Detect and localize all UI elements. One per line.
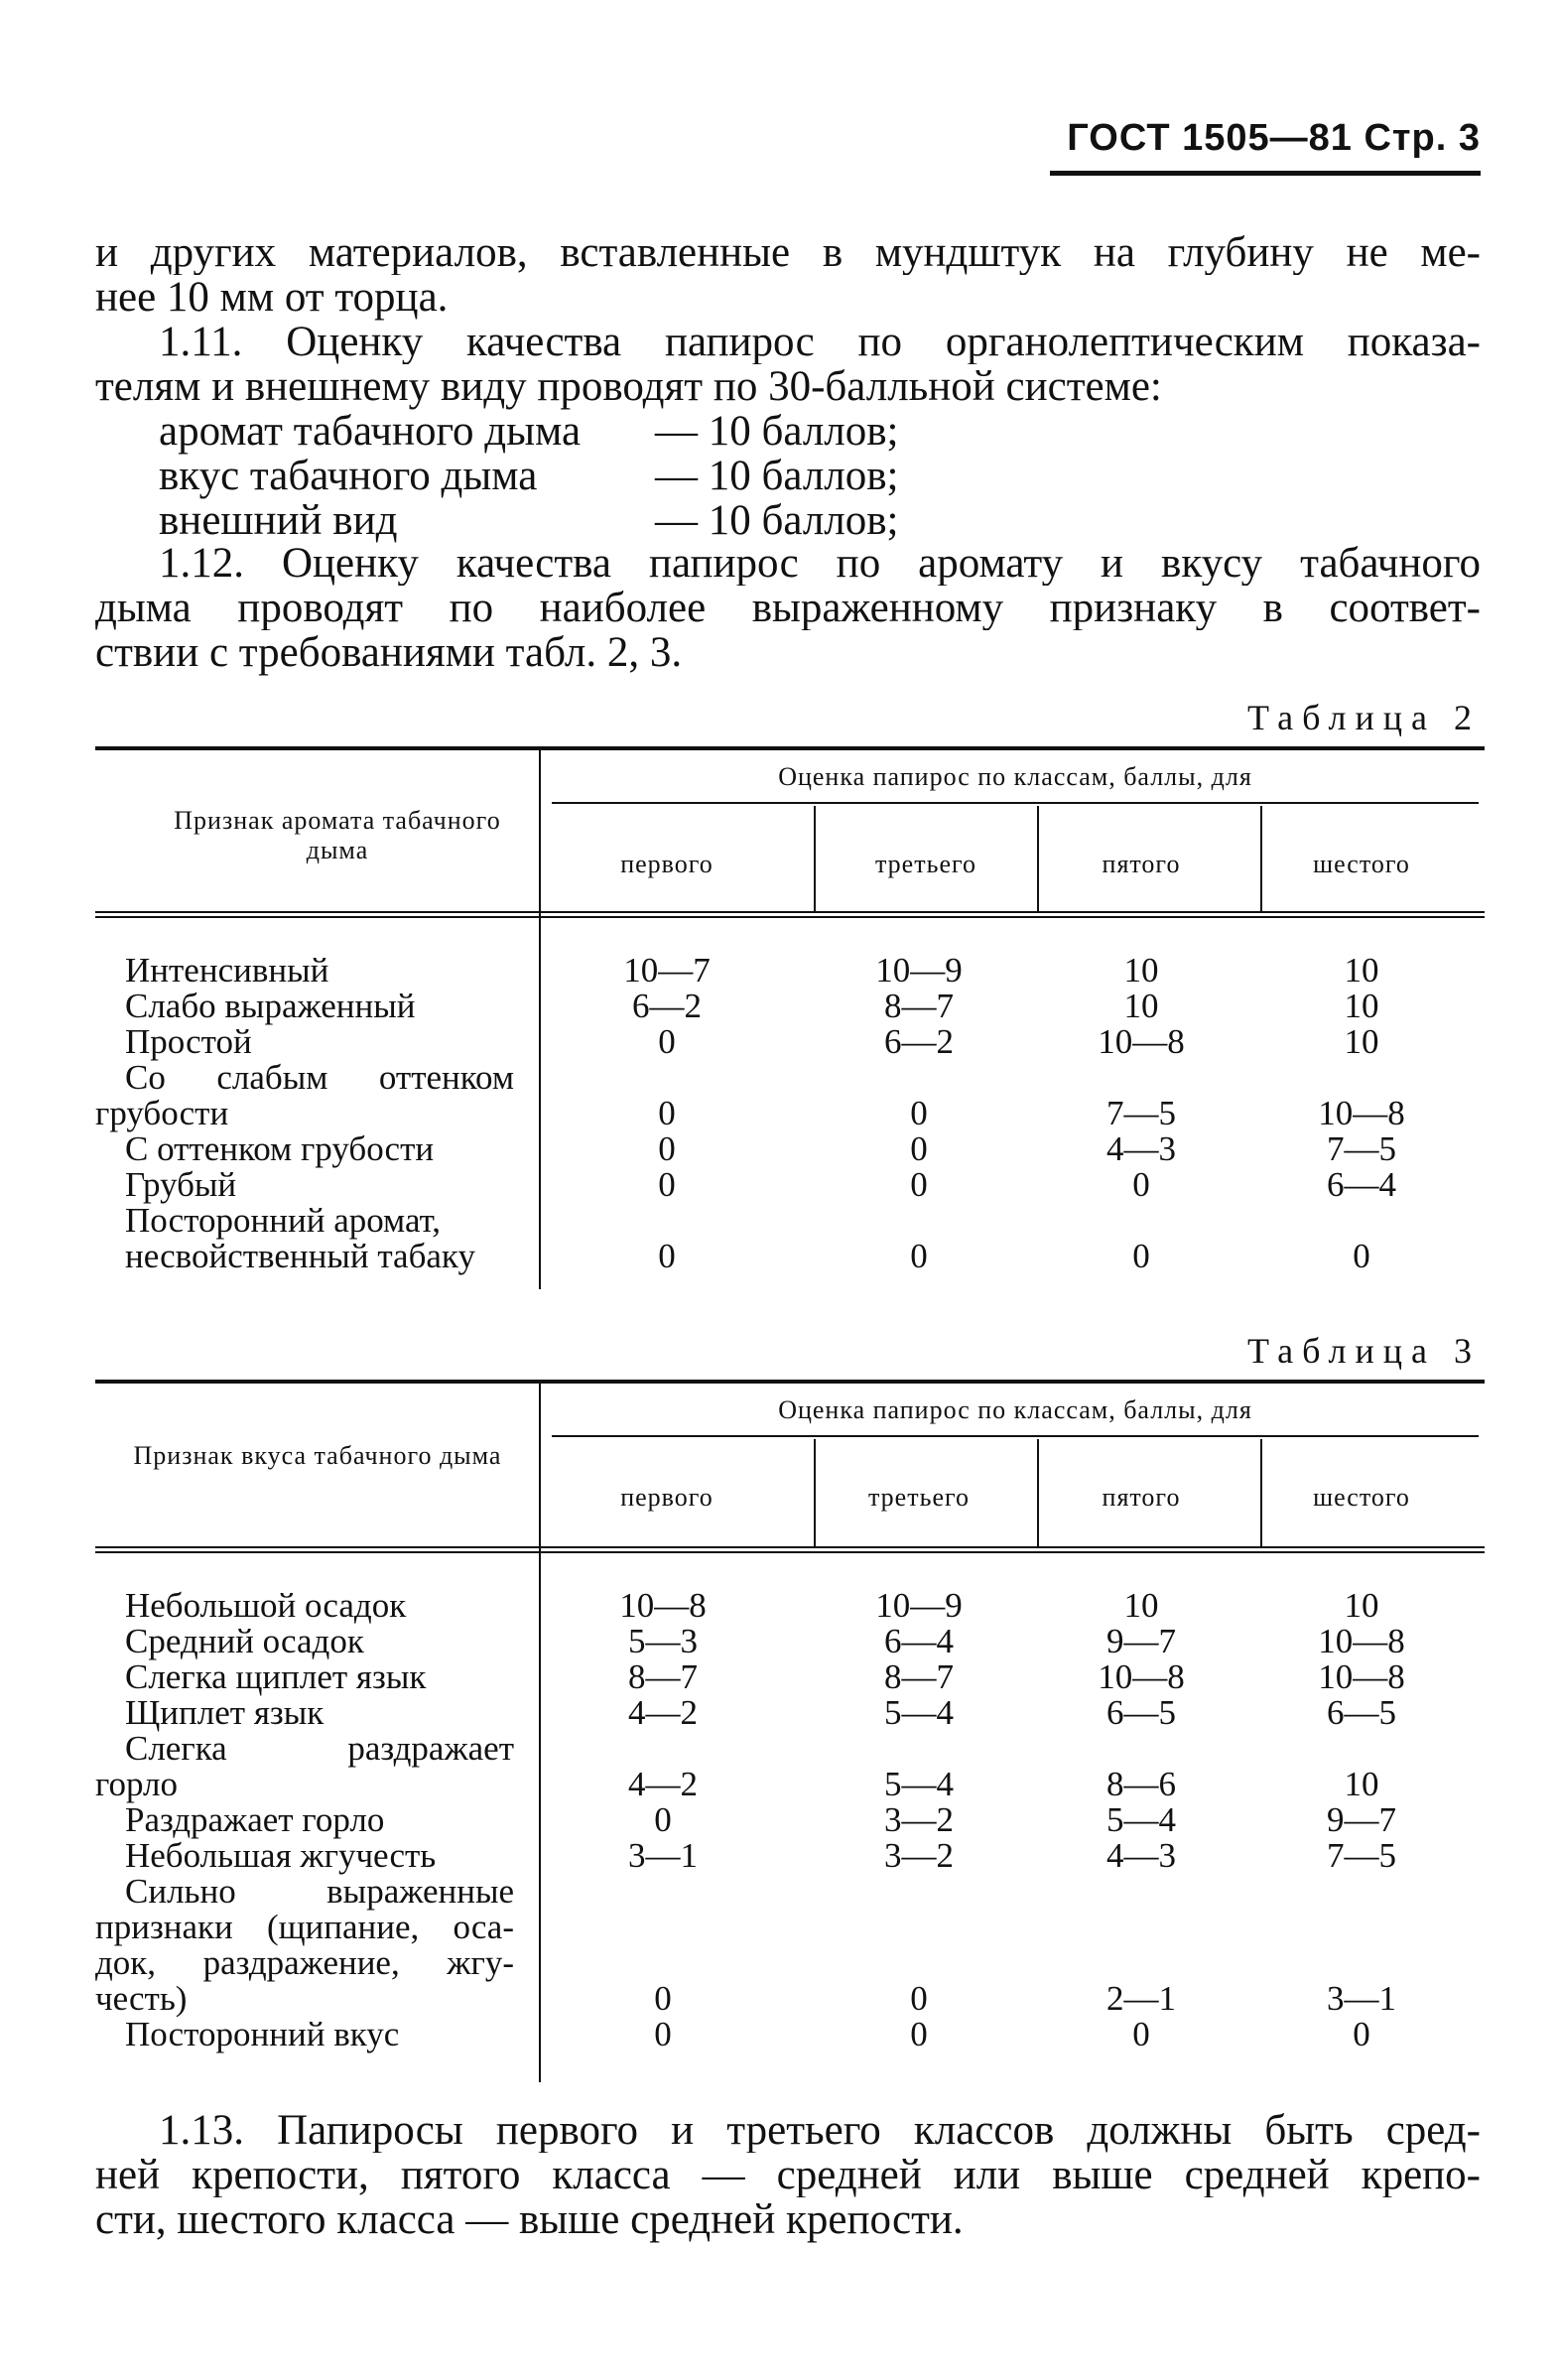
table-cell: 0 — [910, 1094, 928, 1132]
table-cell: 0 — [658, 1165, 676, 1204]
text-line: телям и внешнему виду проводят по 30-балльной системе: — [95, 363, 1162, 410]
table-cell: 3—1 — [628, 1836, 698, 1875]
table-column-header: третьего — [868, 1483, 970, 1512]
criteria-item — [95, 454, 1481, 498]
table-cell: 0 — [910, 2015, 928, 2053]
table-cell: 0 — [654, 2015, 672, 2053]
table-cell: 10 — [1344, 987, 1379, 1025]
table-cell: 0 — [1353, 2015, 1370, 2053]
table-cell: 6—4 — [1327, 1165, 1396, 1204]
text-line: 1.11. Оценку качества папирос по органолептическим показа- — [159, 320, 1481, 364]
table-cell: 0 — [658, 1094, 676, 1132]
table-column-divider — [814, 1439, 816, 1546]
table-row-label: Простой — [125, 1022, 252, 1061]
criteria-value: — 10 баллов; — [655, 408, 899, 455]
table-cell: 9—7 — [1106, 1622, 1176, 1660]
page-header: ГОСТ 1505—81 Стр. 3 — [1067, 117, 1481, 159]
table-cell: 0 — [658, 1129, 676, 1168]
paragraph-1-11 — [95, 320, 1481, 543]
table-cell: 0 — [658, 1237, 676, 1275]
table-row-label: Щиплет язык — [125, 1693, 325, 1732]
table-group-header: Оценка папирос по классам, баллы, для — [778, 762, 1252, 791]
table-cell: 6—5 — [1327, 1693, 1396, 1732]
table-row-label: Раздражает горло — [125, 1800, 385, 1839]
table-row-label-line: Слегка раздражает — [125, 1729, 514, 1768]
text-line: дыма проводят по наиболее выраженному признаку в соответ- — [95, 586, 1481, 630]
criteria-name: аромат табачного дыма — [159, 408, 582, 455]
table-cell: 0 — [1132, 2015, 1150, 2053]
table-cell: 10—9 — [875, 1586, 963, 1625]
criteria-name: вкус табачного дыма — [159, 453, 538, 499]
table-cell: 10 — [1344, 1022, 1379, 1061]
table-cell: 10 — [1123, 1586, 1159, 1625]
table-cell: 6—2 — [884, 1022, 954, 1061]
text-line: и других материалов, вставленные в мундштук на глубину не ме- — [95, 230, 1481, 275]
table-row-label-line: горло — [95, 1765, 178, 1803]
table-cell: 5—3 — [628, 1622, 698, 1660]
table-column-header: шестого — [1313, 850, 1410, 878]
table-cell: 8—6 — [1106, 1765, 1176, 1803]
table-cell: 2—1 — [1106, 1979, 1176, 2018]
table-row-label-line: док, раздражение, жгу- — [95, 1943, 514, 1982]
table-cell: 4—3 — [1106, 1836, 1176, 1875]
paragraph-1-13 — [95, 2108, 1481, 2242]
table-row-label-line: Сильно выраженные — [125, 1872, 514, 1911]
intro-paragraph — [95, 230, 1481, 320]
table-cell: 10 — [1123, 951, 1159, 990]
paragraph-1-12 — [95, 541, 1481, 675]
table-cell: 9—7 — [1327, 1800, 1396, 1839]
table-cell: 8—7 — [884, 1657, 954, 1696]
table-cell: 7—5 — [1327, 1129, 1396, 1168]
table-cell: 7—5 — [1106, 1094, 1176, 1132]
table-cell: 0 — [658, 1022, 676, 1061]
text-line: ствии с требованиями табл. 2, 3. — [95, 629, 683, 676]
table-header-rule — [95, 1546, 1485, 1553]
table-cell: 10 — [1123, 987, 1159, 1025]
table-group-header: Оценка папирос по классам, баллы, для — [778, 1395, 1252, 1424]
table-cell: 4—3 — [1106, 1129, 1176, 1168]
table-feature-header: Признак вкуса табачного дыма — [133, 1441, 502, 1470]
table-cell: 4—2 — [628, 1765, 698, 1803]
table-cell: 5—4 — [884, 1765, 954, 1803]
table-row-label: Средний осадок — [125, 1622, 364, 1660]
table-row-label — [125, 1203, 514, 1274]
table-group-rule — [552, 1435, 1479, 1437]
table-column-header: третьего — [875, 850, 976, 878]
table-row-label: Посторонний вкус — [125, 2015, 400, 2053]
table-column-header: шестого — [1313, 1483, 1410, 1512]
table-group-rule — [552, 802, 1479, 804]
criteria-value: — 10 баллов; — [655, 497, 899, 544]
table-row-label-line: честь) — [95, 1979, 188, 2018]
table-cell: 4—2 — [628, 1693, 698, 1732]
table-cell: 6—5 — [1106, 1693, 1176, 1732]
table-column-divider — [1037, 806, 1039, 911]
table-cell: 0 — [1132, 1237, 1150, 1275]
table-cell: 10—7 — [623, 951, 711, 990]
table-cell: 5—4 — [1106, 1800, 1176, 1839]
table-feature-header: Признак аромата табачного дыма — [174, 806, 501, 864]
header-rule — [1050, 171, 1481, 176]
table-cell: 0 — [910, 1129, 928, 1168]
text-line: 1.12. Оценку качества папирос по аромату и вкусу табачного — [159, 541, 1481, 586]
table-row-label: Слегка щиплет язык — [125, 1657, 427, 1696]
table-cell: 8—7 — [884, 987, 954, 1025]
table-cell: 10—8 — [1318, 1094, 1405, 1132]
table-cell: 10—8 — [619, 1586, 707, 1625]
table-cell: 5—4 — [884, 1693, 954, 1732]
table-column-divider — [814, 806, 816, 911]
table-top-rule — [95, 746, 1485, 750]
table-row-label-line: Посторонний аромат, — [125, 1201, 442, 1240]
table-3-title: Таблица 3 — [1247, 1331, 1481, 1371]
criteria-value: — 10 баллов; — [655, 453, 899, 499]
table-cell: 10 — [1344, 951, 1379, 990]
table-column-divider — [539, 750, 541, 1289]
table-cell: 10—8 — [1098, 1657, 1185, 1696]
table-column-header: первого — [620, 1483, 714, 1512]
table-cell: 6—4 — [884, 1622, 954, 1660]
table-row-label — [95, 1874, 514, 2017]
criteria-name: внешний вид — [159, 497, 398, 544]
table-cell: 10—9 — [875, 951, 963, 990]
table-row-label-line: грубости — [95, 1094, 229, 1132]
table-cell: 7—5 — [1327, 1836, 1396, 1875]
table-cell: 10—8 — [1318, 1657, 1405, 1696]
table-column-header: первого — [620, 850, 714, 878]
table-row-label-line: Со слабым оттенком — [125, 1058, 514, 1097]
table-cell: 3—2 — [884, 1800, 954, 1839]
table-column-header: пятого — [1102, 1483, 1181, 1512]
table-column-divider — [1037, 1439, 1039, 1546]
table-2-title: Таблица 2 — [1247, 698, 1481, 737]
table-cell: 0 — [654, 1800, 672, 1839]
table-row-label — [95, 1731, 514, 1802]
table-cell: 10—8 — [1098, 1022, 1185, 1061]
table-cell: 0 — [910, 1979, 928, 2018]
table-row-label — [95, 1060, 514, 1131]
table-cell: 10 — [1344, 1586, 1379, 1625]
table-row-label: Слабо выраженный — [125, 987, 416, 1025]
text-line: 1.13. Папиросы первого и третьего классов должны быть сред- — [159, 2108, 1481, 2153]
table-row-label-line: признаки (щипание, оса- — [95, 1908, 514, 1946]
table-cell: 10 — [1344, 1765, 1379, 1803]
table-row-label: Небольшая жгучесть — [125, 1836, 437, 1875]
table-top-rule — [95, 1380, 1485, 1384]
table-row-label-line: несвойственный табаку — [125, 1237, 475, 1275]
table-cell: 0 — [910, 1165, 928, 1204]
table-row-label: Грубый — [125, 1165, 237, 1204]
table-cell: 8—7 — [628, 1657, 698, 1696]
table-cell: 3—2 — [884, 1836, 954, 1875]
table-cell: 0 — [910, 1237, 928, 1275]
table-cell: 3—1 — [1327, 1979, 1396, 2018]
table-header-rule — [95, 911, 1485, 918]
criteria-item — [95, 498, 1481, 543]
text-line: нее 10 мм от торца. — [95, 274, 449, 321]
table-column-divider — [539, 1384, 541, 2082]
table-cell: 0 — [654, 1979, 672, 2018]
table-row-label: Небольшой осадок — [125, 1586, 407, 1625]
table-column-header: пятого — [1102, 850, 1181, 878]
table-cell: 0 — [1132, 1165, 1150, 1204]
text-line: ней крепости, пятого класса — средней или выше средней крепо- — [95, 2153, 1481, 2197]
table-cell: 10—8 — [1318, 1622, 1405, 1660]
table-cell: 0 — [1353, 1237, 1370, 1275]
criteria-item — [95, 409, 1481, 454]
table-row-label: Интенсивный — [125, 951, 329, 990]
table-row-label: С оттенком грубости — [125, 1129, 435, 1168]
text-line: сти, шестого класса — выше средней крепости. — [95, 2196, 964, 2243]
table-cell: 6—2 — [632, 987, 702, 1025]
